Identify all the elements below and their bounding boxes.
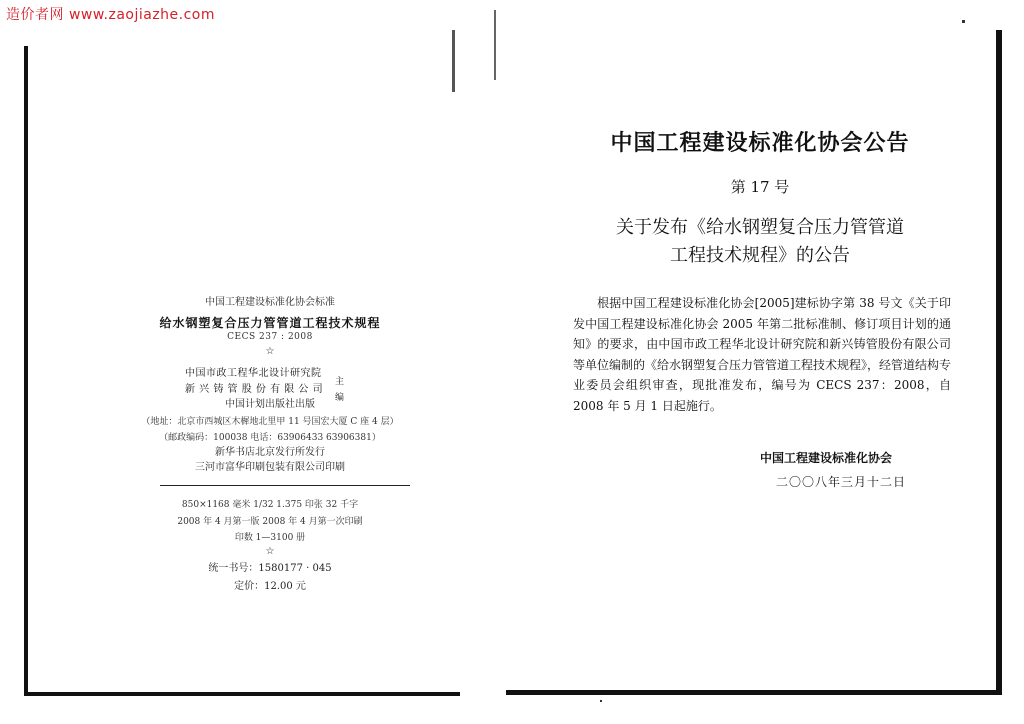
scan-gutter-mark	[452, 30, 455, 92]
printer: 三河市富华印刷包装有限公司印刷	[195, 462, 345, 473]
scan-speck	[600, 700, 602, 702]
editors-block	[185, 366, 345, 403]
scan-border-right	[996, 30, 1002, 694]
scan-border-left	[24, 46, 28, 696]
standard-code: CECS 237 : 2008	[227, 332, 313, 342]
body-text: 根据中国工程建设标准化协会[2005]建标协字第 38 号文《关于印发中国工程建设标准化协会 2005 年第二批标准制、修订项目计划的通知》的要求，由中国市政工程华北设计研究院和新兴铸管股份有限公司等单位编制的《给水钢塑复合压力管管道工程技术规程》，经管道结构专业委员会组织审查，现批准发布，编号为 CECS 237：2008，自 2008 年 5 月 1 日起施行。	[573, 296, 952, 413]
signature-block	[760, 446, 906, 494]
signatory: 中国工程建设标准化协会	[760, 451, 893, 465]
announcement-number: 第 17 号	[730, 178, 790, 196]
scan-speck	[962, 20, 965, 23]
scan-border-bottom-right	[506, 690, 1002, 695]
signature-date: 二〇〇八年三月十二日	[776, 475, 907, 489]
publisher-address: （地址：北京市西城区木樨地北里甲 11 号国宏大厦 C 座 4 层）	[141, 417, 399, 427]
postal-phone: （邮政编码：100038 电话：63906433 63906381）	[159, 433, 381, 443]
edition-line: 2008 年 4 月第一版 2008 年 4 月第一次印刷	[177, 517, 363, 527]
publisher: 中国计划出版社出版	[225, 399, 315, 410]
divider-rule	[160, 485, 410, 486]
watermark: 造价者网 www.zaojiazhe.com	[6, 7, 216, 23]
association-line: 中国工程建设标准化协会标准	[205, 297, 335, 308]
editor-org-1: 中国市政工程华北设计研究院	[185, 368, 322, 379]
announcement-title: 中国工程建设标准化协会公告	[610, 131, 910, 156]
subtitle-line-1: 关于发布《给水钢塑复合压力管管道	[616, 217, 904, 238]
scan-gutter-mark-2	[494, 10, 496, 80]
scan-border-bottom-left	[24, 692, 460, 696]
standard-title: 给水钢塑复合压力管管道工程技术规程	[159, 316, 381, 330]
announcement-subtitle	[560, 214, 960, 270]
editor-org-2: 新 兴 铸 管 股 份 有 限 公 司	[185, 384, 324, 395]
price: 定价：12.00 元	[234, 581, 306, 592]
announcement-body	[573, 293, 951, 416]
editor-role: 主编	[335, 377, 345, 403]
star-divider: ☆	[265, 346, 275, 357]
format-line: 850×1168 毫米 1/32 1.375 印张 32 千字	[181, 500, 359, 510]
star-divider-2: ☆	[265, 546, 275, 557]
unified-book-number: 统一书号：1580177 · 045	[208, 563, 332, 574]
subtitle-line-2: 工程技术规程》的公告	[670, 245, 850, 266]
distributor: 新华书店北京发行所发行	[215, 447, 325, 458]
print-run: 印数 1—3100 册	[234, 533, 306, 543]
